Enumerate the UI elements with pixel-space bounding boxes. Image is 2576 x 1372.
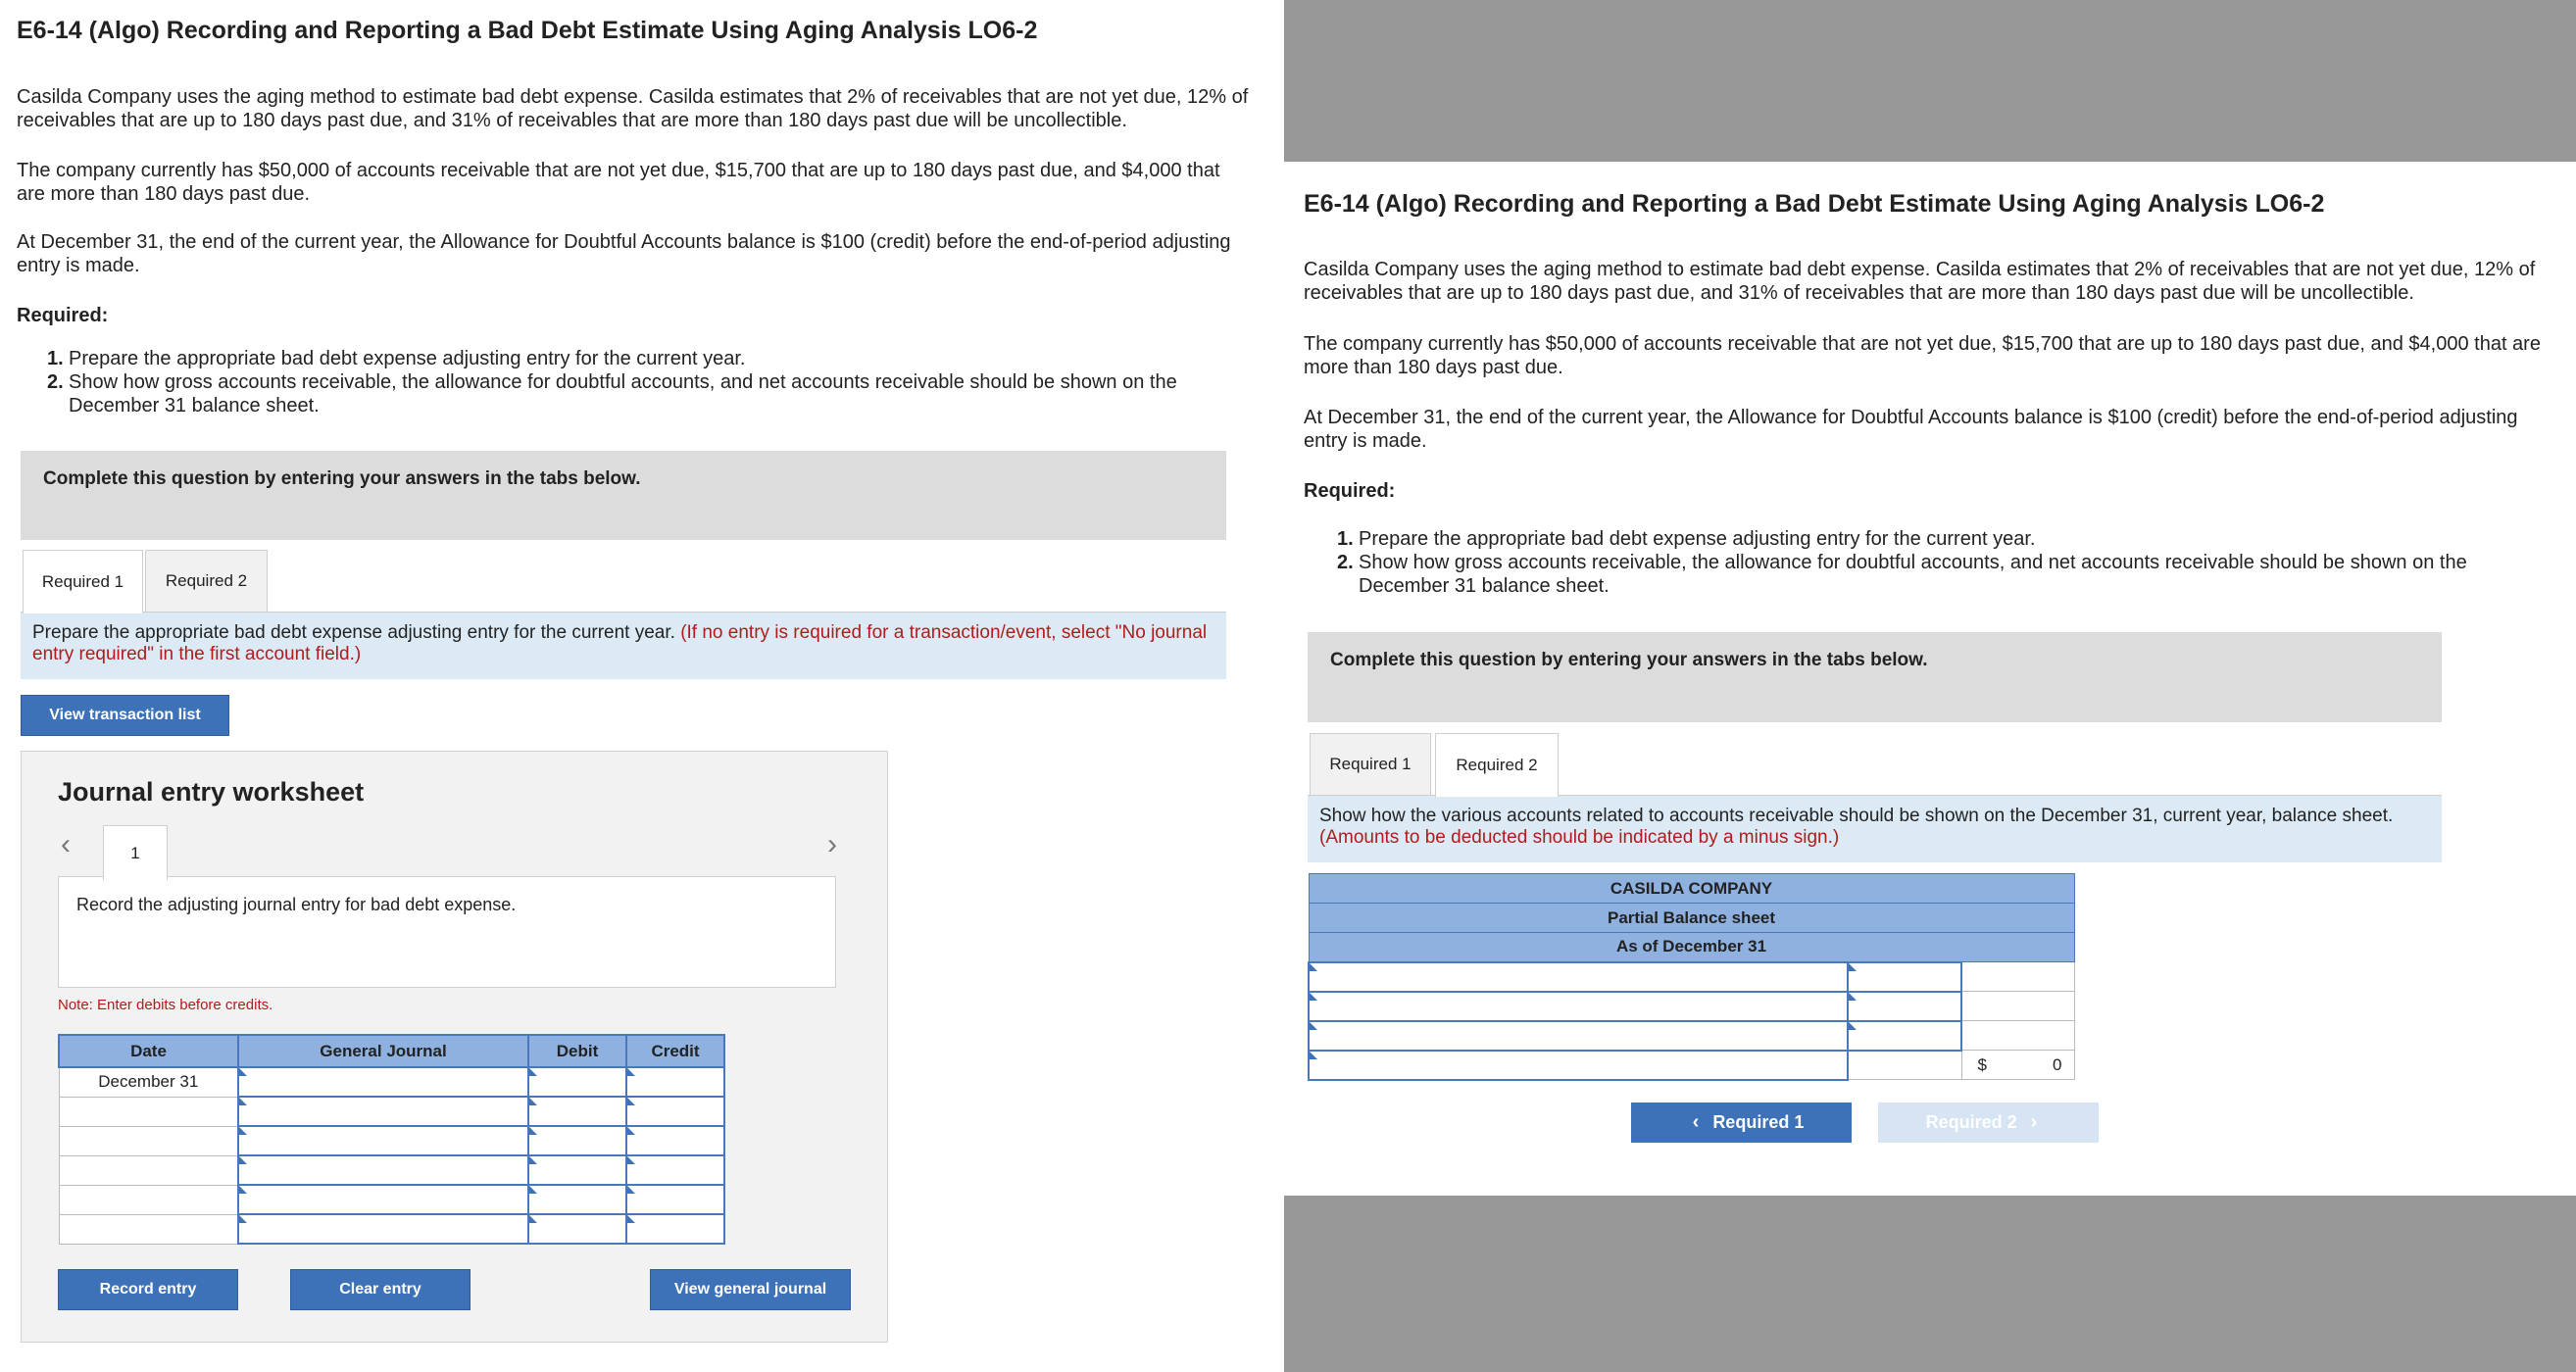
journal-row [59, 1067, 724, 1097]
tab-required-2-right[interactable]: Required 2 [1435, 733, 1559, 797]
prompt-main-right: Show how the various accounts related to accounts receivable should be shown on the December 31, current year, balance sheet. [1319, 806, 2394, 826]
account-input[interactable] [1309, 1051, 1848, 1080]
required-heading-right: Required: [1304, 480, 1396, 502]
left-pane [0, 0, 1284, 1372]
chevron-left-icon: ‹ [1692, 1111, 1700, 1133]
company-name: CASILDA COMPANY [1309, 874, 2074, 904]
debits-note: Note: Enter debits before credits. [58, 997, 273, 1013]
net-total-cell [1961, 1051, 2074, 1080]
prompt-main: Prepare the appropriate bad debt expense adjusting entry for the current year. [32, 622, 681, 643]
col-debit: Debit [528, 1035, 626, 1067]
problem-paragraph-2-right: The company currently has $50,000 of accounts receivable that are not yet due, $15,700 that are up to 180 days past due, and $4,000 that are more than 180 days past due. [1304, 333, 2541, 378]
requirement-1-right [1337, 527, 2562, 551]
requirements-list [47, 347, 1253, 417]
requirement-1-text: Prepare the appropriate bad debt expense adjusting entry for the current year. [69, 348, 746, 369]
statement-name: Partial Balance sheet [1309, 904, 2074, 933]
chevron-left-icon[interactable]: ‹ [61, 828, 71, 860]
previous-required-1-button[interactable] [1631, 1102, 1852, 1143]
requirement-1-number-right: 1. [1337, 528, 1354, 550]
requirement-1 [47, 347, 1253, 370]
journal-row [59, 1185, 724, 1214]
account-input[interactable] [238, 1067, 528, 1097]
requirements-list-right [1337, 527, 2562, 598]
account-input[interactable] [238, 1126, 528, 1155]
date-cell[interactable] [59, 1214, 238, 1244]
problem-paragraph-1-right: Casilda Company uses the aging method to estimate bad debt expense. Casilda estimates that 2% of receivables that are not yet due, 12% of receivables that are up to 180 days past due, and 31% of receivables that are more than 180 days past due will be uncollectible. [1304, 259, 2536, 304]
journal-row [59, 1214, 724, 1244]
account-input[interactable] [238, 1155, 528, 1185]
date-cell[interactable] [59, 1185, 238, 1214]
record-entry-button[interactable]: Record entry [58, 1269, 238, 1310]
tab-required-1[interactable]: Required 1 [23, 550, 143, 613]
credit-input[interactable] [626, 1185, 724, 1214]
debit-input[interactable] [528, 1185, 626, 1214]
amount-input[interactable] [1848, 1021, 1961, 1051]
account-input[interactable] [1309, 962, 1848, 992]
balance-sheet-table [1308, 873, 2075, 1081]
problem-title: E6-14 (Algo) Recording and Reporting a Bad Debt Estimate Using Aging Analysis LO6-2 [17, 17, 1038, 44]
credit-input[interactable] [626, 1155, 724, 1185]
worksheet-title: Journal entry worksheet [58, 777, 365, 807]
debit-input[interactable] [528, 1155, 626, 1185]
journal-entry-table [58, 1034, 725, 1245]
problem-paragraph-3-right: At December 31, the end of the current year, the Allowance for Doubtful Accounts balance is $100 (credit) before the end-of-period adjusting entry is made. [1304, 407, 2518, 452]
credit-input[interactable] [626, 1067, 724, 1097]
col-general-journal: General Journal [238, 1035, 528, 1067]
instruction-box-right [1308, 632, 2442, 722]
requirement-1-text-right: Prepare the appropriate bad debt expense adjusting entry for the current year. [1359, 528, 2036, 550]
instruction-text: Complete this question by entering your answers in the tabs below. [43, 468, 641, 489]
total-cell [1961, 992, 2074, 1021]
date-cell[interactable]: December 31 [59, 1067, 238, 1097]
requirement-2-text-right: Show how gross accounts receivable, the allowance for doubtful accounts, and net accounts receivable should be shown on the December 31 balance sheet. [1359, 552, 2467, 597]
credit-input[interactable] [626, 1214, 724, 1244]
chevron-right-icon: › [2030, 1111, 2038, 1133]
date-cell[interactable] [59, 1126, 238, 1155]
col-credit: Credit [626, 1035, 724, 1067]
chevron-right-icon[interactable]: › [827, 828, 837, 860]
amount-cell [1848, 1051, 1961, 1080]
currency-symbol: $ [1977, 1054, 1987, 1074]
journal-header-row [59, 1035, 724, 1067]
prompt-note-right: (Amounts to be deducted should be indicated by a minus sign.) [1319, 827, 1840, 848]
previous-button-label: Required 1 [1712, 1112, 1805, 1132]
requirement-2-number-right: 2. [1337, 552, 1354, 573]
view-transaction-list-button[interactable]: View transaction list [21, 695, 229, 736]
prompt-note: (If no entry is required for a transaction/event, select "No journal entry required" in the first account field.) [32, 622, 1208, 664]
debit-input[interactable] [528, 1067, 626, 1097]
total-cell [1961, 1021, 2074, 1051]
debit-input[interactable] [528, 1097, 626, 1126]
net-total [1962, 1055, 2074, 1075]
worksheet-description-text: Record the adjusting journal entry for bad debt expense. [76, 895, 517, 914]
requirement-2-text: Show how gross accounts receivable, the allowance for doubtful accounts, and net accounts receivable should be shown on the December 31 balance sheet. [69, 371, 1177, 416]
clear-entry-button[interactable]: Clear entry [290, 1269, 471, 1310]
account-input[interactable] [1309, 1021, 1848, 1051]
date-cell[interactable] [59, 1097, 238, 1126]
prompt-box [21, 612, 1226, 679]
balance-sheet-header-row [1309, 933, 2074, 962]
problem-paragraph-3: At December 31, the end of the current year, the Allowance for Doubtful Accounts balance is $100 (credit) before the end-of-period adjusting entry is made. [17, 231, 1231, 276]
prompt-box-right [1308, 796, 2442, 862]
tab-required-2[interactable]: Required 2 [145, 550, 268, 612]
account-input[interactable] [238, 1185, 528, 1214]
net-total-value: 0 [2053, 1054, 2062, 1074]
balance-sheet-row [1309, 1021, 2074, 1051]
requirement-2-right [1337, 551, 2562, 598]
problem-paragraph-1: Casilda Company uses the aging method to estimate bad debt expense. Casilda estimates that 2% of receivables that are not yet due, 12% of receivables that are up to 180 days past due, and 31% of receivables that are more than 180 days past due will be uncollectible. [17, 86, 1249, 131]
problem-paragraph-2: The company currently has $50,000 of accounts receivable that are not yet due, $15,700 that are up to 180 days past due, and $4,000 that are more than 180 days past due. [17, 160, 1220, 205]
journal-entry-worksheet [21, 751, 888, 1343]
instruction-box [21, 451, 1226, 540]
worksheet-page-tab-1[interactable]: 1 [103, 825, 168, 880]
journal-row [59, 1155, 724, 1185]
balance-sheet-header-row [1309, 904, 2074, 933]
statement-date: As of December 31 [1309, 933, 2074, 962]
amount-input[interactable] [1848, 992, 1961, 1021]
col-date: Date [59, 1035, 238, 1067]
debit-input[interactable] [528, 1126, 626, 1155]
instruction-text-right: Complete this question by entering your answers in the tabs below. [1330, 650, 1928, 670]
worksheet-description [58, 876, 836, 988]
required-heading: Required: [17, 305, 109, 326]
date-cell[interactable] [59, 1155, 238, 1185]
requirement-1-number: 1. [47, 348, 64, 369]
problem-title-right: E6-14 (Algo) Recording and Reporting a Bad Debt Estimate Using Aging Analysis LO6-2 [1304, 190, 2325, 218]
journal-row [59, 1097, 724, 1126]
balance-sheet-row [1309, 992, 2074, 1021]
requirement-2-number: 2. [47, 371, 64, 393]
credit-input[interactable] [626, 1097, 724, 1126]
balance-sheet-total-row [1309, 1051, 2074, 1080]
debit-input[interactable] [528, 1214, 626, 1244]
right-pane [1284, 162, 2576, 1196]
view-general-journal-button[interactable]: View general journal [650, 1269, 851, 1310]
credit-input[interactable] [626, 1126, 724, 1155]
balance-sheet-row [1309, 962, 2074, 992]
next-button-label: Required 2 [1925, 1112, 2017, 1132]
tab-required-1-right[interactable]: Required 1 [1310, 733, 1431, 795]
account-input[interactable] [238, 1097, 528, 1126]
requirement-2 [47, 370, 1253, 417]
account-input[interactable] [238, 1214, 528, 1244]
account-input[interactable] [1309, 992, 1848, 1021]
next-required-2-button[interactable] [1878, 1102, 2099, 1143]
amount-input[interactable] [1848, 962, 1961, 992]
balance-sheet-header-row [1309, 874, 2074, 904]
total-cell [1961, 962, 2074, 992]
journal-row [59, 1126, 724, 1155]
